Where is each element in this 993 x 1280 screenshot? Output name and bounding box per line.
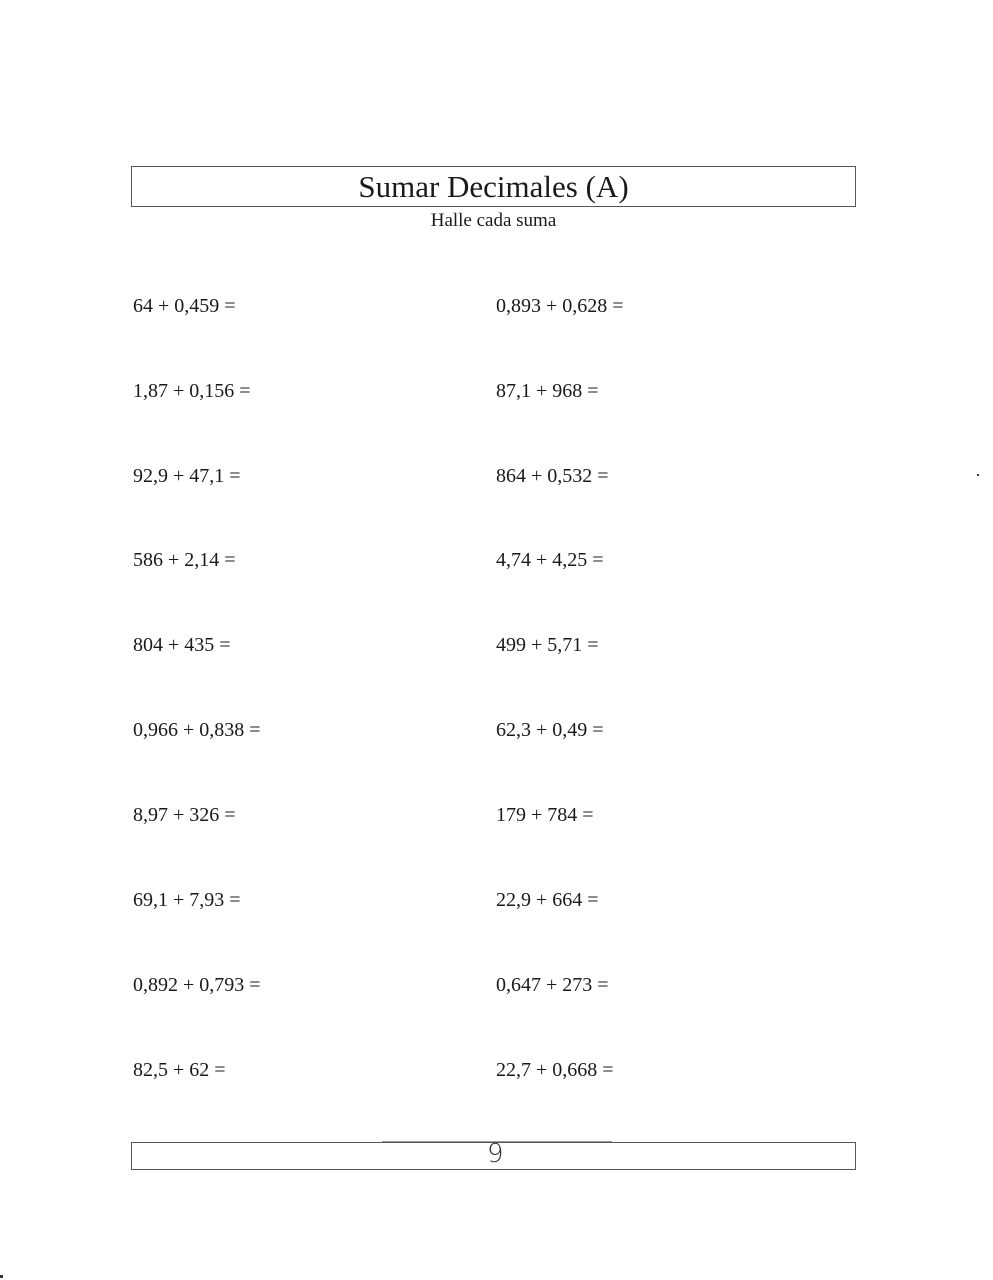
scan-dot — [0, 1275, 3, 1278]
problem-left-1: 64 + 0,459 = — [133, 295, 236, 317]
problem-left-8: 69,1 + 7,93 = — [133, 889, 241, 911]
problem-left-5: 804 + 435 = — [133, 634, 231, 656]
problem-left-2: 1,87 + 0,156 = — [133, 380, 251, 402]
worksheet-title: Sumar Decimales (A) — [358, 169, 629, 204]
problem-right-4: 4,74 + 4,25 = — [496, 549, 604, 571]
problem-left-4: 586 + 2,14 = — [133, 549, 236, 571]
problem-left-10: 82,5 + 62 = — [133, 1059, 226, 1081]
problem-right-9: 0,647 + 273 = — [496, 974, 609, 996]
worksheet-instruction: Halle cada suma — [430, 210, 557, 231]
problem-right-2: 87,1 + 968 = — [496, 380, 599, 402]
problem-right-1: 0,893 + 0,628 = — [496, 295, 624, 317]
problem-left-7: 8,97 + 326 = — [133, 804, 236, 826]
scan-dot — [977, 474, 979, 476]
title-box — [131, 166, 856, 207]
problem-right-8: 22,9 + 664 = — [496, 889, 599, 911]
problem-right-10: 22,7 + 0,668 = — [496, 1059, 614, 1081]
handwritten-page-mark: 9 — [487, 1139, 504, 1169]
problem-left-9: 0,892 + 0,793 = — [133, 974, 261, 996]
problem-left-6: 0,966 + 0,838 = — [133, 719, 261, 741]
problem-right-7: 179 + 784 = — [496, 804, 594, 826]
problem-right-5: 499 + 5,71 = — [496, 634, 599, 656]
problem-left-3: 92,9 + 47,1 = — [133, 465, 241, 487]
problem-right-6: 62,3 + 0,49 = — [496, 719, 604, 741]
problem-right-3: 864 + 0,532 = — [496, 465, 609, 487]
